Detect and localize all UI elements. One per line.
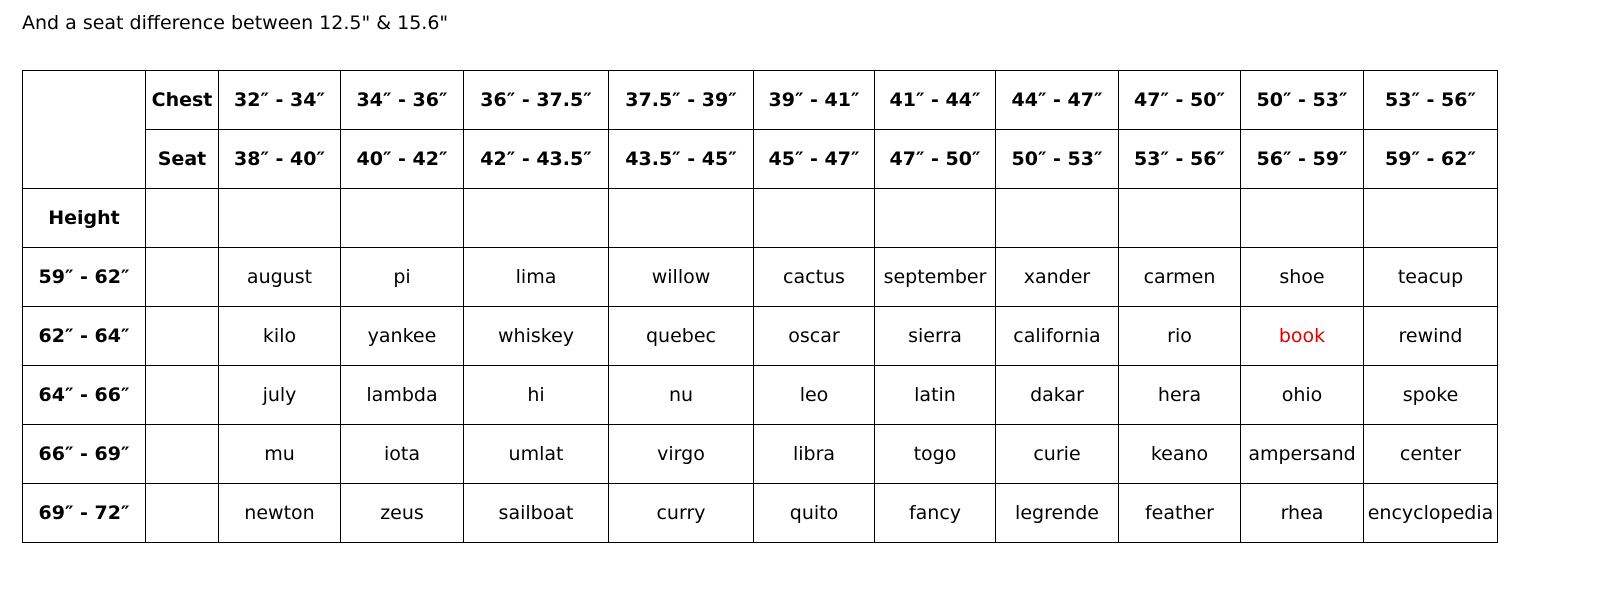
size-code-cell: fancy: [875, 484, 996, 543]
seat-size-cell: 42″ - 43.5″: [464, 130, 609, 189]
empty-cell: [219, 189, 341, 248]
empty-cell: [146, 425, 219, 484]
size-code-cell: feather: [1119, 484, 1241, 543]
empty-cell: [341, 189, 464, 248]
chest-size-cell: 39″ - 41″: [754, 71, 875, 130]
size-code-cell: august: [219, 248, 341, 307]
table-body: [23, 71, 1498, 543]
seat-size-cell: 38″ - 40″: [219, 130, 341, 189]
seat-size-cell: 50″ - 53″: [996, 130, 1119, 189]
chest-label: Chest: [146, 71, 219, 130]
size-code-cell: sierra: [875, 307, 996, 366]
seat-size-cell: 45″ - 47″: [754, 130, 875, 189]
seat-size-cell: 47″ - 50″: [875, 130, 996, 189]
table-row: [23, 366, 1498, 425]
empty-cell: [609, 189, 754, 248]
seat-size-cell: 40″ - 42″: [341, 130, 464, 189]
size-code-cell: ampersand: [1241, 425, 1364, 484]
size-code-cell: newton: [219, 484, 341, 543]
empty-cell: [146, 307, 219, 366]
size-code-cell: willow: [609, 248, 754, 307]
size-code-cell: zeus: [341, 484, 464, 543]
empty-cell: [754, 189, 875, 248]
size-code-cell: quebec: [609, 307, 754, 366]
empty-cell: [146, 248, 219, 307]
height-range-cell: 66″ - 69″: [23, 425, 146, 484]
size-code-cell: mu: [219, 425, 341, 484]
size-code-cell: oscar: [754, 307, 875, 366]
size-code-cell: virgo: [609, 425, 754, 484]
size-code-cell: libra: [754, 425, 875, 484]
size-code-cell: hi: [464, 366, 609, 425]
chest-size-cell: 50″ - 53″: [1241, 71, 1364, 130]
size-code-cell: lambda: [341, 366, 464, 425]
size-code-cell: togo: [875, 425, 996, 484]
empty-cell: [996, 189, 1119, 248]
height-range-cell: 69″ - 72″: [23, 484, 146, 543]
seat-size-cell: 53″ - 56″: [1119, 130, 1241, 189]
size-code-cell: pi: [341, 248, 464, 307]
chest-row: [23, 71, 1498, 130]
size-code-cell: nu: [609, 366, 754, 425]
chest-size-cell: 37.5″ - 39″: [609, 71, 754, 130]
height-range-cell: 62″ - 64″: [23, 307, 146, 366]
size-code-cell: cactus: [754, 248, 875, 307]
empty-cell: [1119, 189, 1241, 248]
size-code-cell: carmen: [1119, 248, 1241, 307]
size-code-cell: leo: [754, 366, 875, 425]
size-code-cell: lima: [464, 248, 609, 307]
size-code-cell-highlighted: book: [1241, 307, 1364, 366]
corner-cell: [23, 71, 146, 189]
empty-cell: [146, 189, 219, 248]
size-code-cell: teacup: [1364, 248, 1498, 307]
size-code-cell: september: [875, 248, 996, 307]
seat-size-cell: 56″ - 59″: [1241, 130, 1364, 189]
size-code-cell: july: [219, 366, 341, 425]
table-row: [23, 248, 1498, 307]
empty-cell: [1364, 189, 1498, 248]
size-code-cell: yankee: [341, 307, 464, 366]
height-label: Height: [23, 189, 146, 248]
size-code-cell: center: [1364, 425, 1498, 484]
size-code-cell: shoe: [1241, 248, 1364, 307]
table-row: [23, 307, 1498, 366]
chest-size-cell: 32″ - 34″: [219, 71, 341, 130]
empty-cell: [464, 189, 609, 248]
size-code-cell: rhea: [1241, 484, 1364, 543]
size-code-cell: keano: [1119, 425, 1241, 484]
size-code-cell: quito: [754, 484, 875, 543]
table-row: [23, 484, 1498, 543]
table-row: [23, 425, 1498, 484]
empty-cell: [146, 484, 219, 543]
intro-text: And a seat difference between 12.5" & 15.6": [22, 12, 449, 34]
seat-label: Seat: [146, 130, 219, 189]
seat-size-cell: 59″ - 62″: [1364, 130, 1498, 189]
height-range-cell: 59″ - 62″: [23, 248, 146, 307]
size-code-cell: iota: [341, 425, 464, 484]
size-code-cell: rewind: [1364, 307, 1498, 366]
size-code-cell: sailboat: [464, 484, 609, 543]
empty-cell: [146, 366, 219, 425]
height-header-row: [23, 189, 1498, 248]
size-code-cell: california: [996, 307, 1119, 366]
size-code-cell: kilo: [219, 307, 341, 366]
chest-size-cell: 36″ - 37.5″: [464, 71, 609, 130]
size-code-cell: whiskey: [464, 307, 609, 366]
size-code-cell: curie: [996, 425, 1119, 484]
size-chart-table: [22, 70, 1498, 543]
size-code-cell: umlat: [464, 425, 609, 484]
size-code-cell: encyclopedia: [1364, 484, 1498, 543]
size-code-cell: curry: [609, 484, 754, 543]
size-code-cell: hera: [1119, 366, 1241, 425]
chest-size-cell: 47″ - 50″: [1119, 71, 1241, 130]
size-code-cell: spoke: [1364, 366, 1498, 425]
size-code-cell: xander: [996, 248, 1119, 307]
chest-size-cell: 34″ - 36″: [341, 71, 464, 130]
size-code-cell: dakar: [996, 366, 1119, 425]
empty-cell: [875, 189, 996, 248]
seat-row: [23, 130, 1498, 189]
seat-size-cell: 43.5″ - 45″: [609, 130, 754, 189]
empty-cell: [1241, 189, 1364, 248]
chest-size-cell: 41″ - 44″: [875, 71, 996, 130]
size-code-cell: ohio: [1241, 366, 1364, 425]
size-code-cell: latin: [875, 366, 996, 425]
size-code-cell: rio: [1119, 307, 1241, 366]
height-range-cell: 64″ - 66″: [23, 366, 146, 425]
chest-size-cell: 44″ - 47″: [996, 71, 1119, 130]
chest-size-cell: 53″ - 56″: [1364, 71, 1498, 130]
size-code-cell: legrende: [996, 484, 1119, 543]
